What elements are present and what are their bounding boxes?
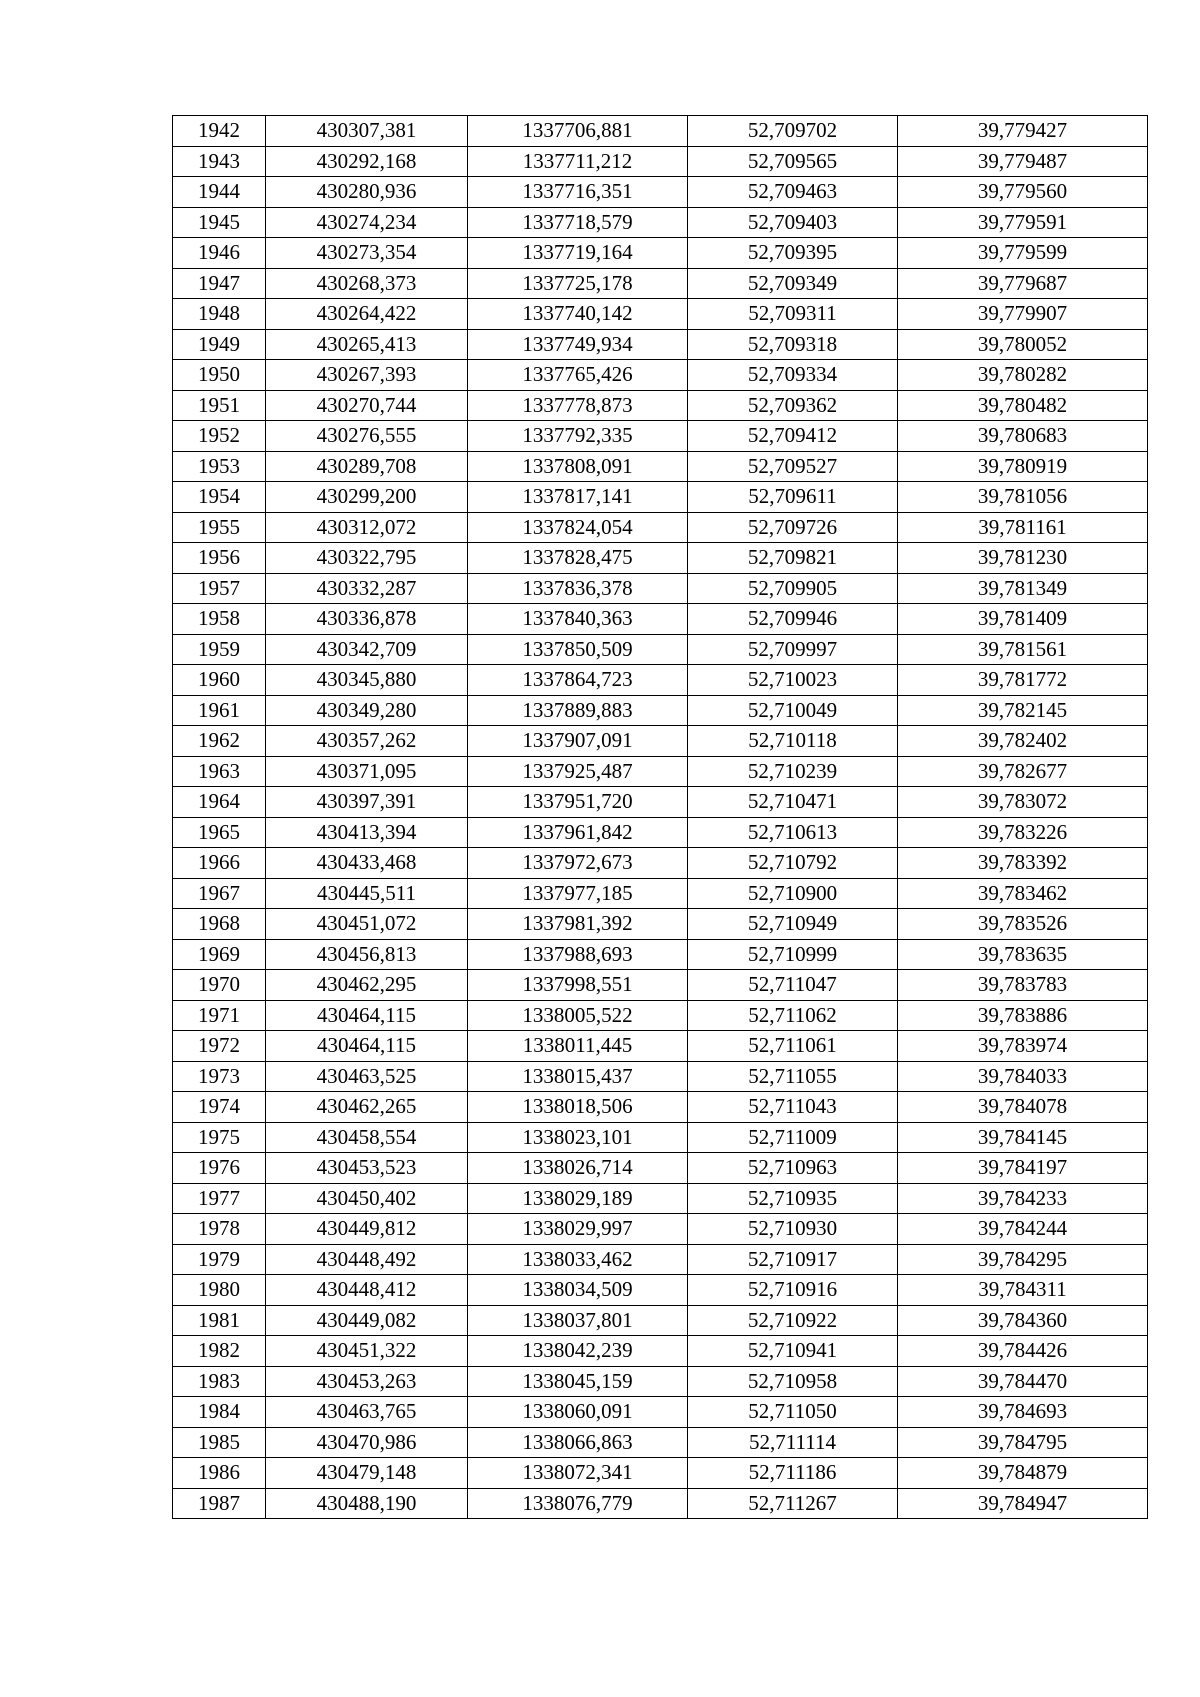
x-coordinate-cell: 430448,412 xyxy=(266,1275,468,1306)
longitude-cell: 39,783635 xyxy=(898,939,1148,970)
longitude-cell: 39,779599 xyxy=(898,238,1148,269)
x-coordinate-cell: 430413,394 xyxy=(266,817,468,848)
x-coordinate-cell: 430450,402 xyxy=(266,1183,468,1214)
x-coordinate-cell: 430332,287 xyxy=(266,573,468,604)
point-number-cell: 1981 xyxy=(173,1305,266,1336)
longitude-cell: 39,782402 xyxy=(898,726,1148,757)
table-row xyxy=(173,268,1148,299)
longitude-cell: 39,784947 xyxy=(898,1488,1148,1519)
y-coordinate-cell: 1337850,509 xyxy=(468,634,688,665)
longitude-cell: 39,783974 xyxy=(898,1031,1148,1062)
y-coordinate-cell: 1337998,551 xyxy=(468,970,688,1001)
longitude-cell: 39,783783 xyxy=(898,970,1148,1001)
table-row xyxy=(173,1366,1148,1397)
table-row xyxy=(173,726,1148,757)
latitude-cell: 52,710049 xyxy=(688,695,898,726)
longitude-cell: 39,781230 xyxy=(898,543,1148,574)
latitude-cell: 52,709997 xyxy=(688,634,898,665)
table-row xyxy=(173,573,1148,604)
x-coordinate-cell: 430268,373 xyxy=(266,268,468,299)
latitude-cell: 52,709463 xyxy=(688,177,898,208)
point-number-cell: 1955 xyxy=(173,512,266,543)
y-coordinate-cell: 1338033,462 xyxy=(468,1244,688,1275)
point-number-cell: 1942 xyxy=(173,116,266,147)
latitude-cell: 52,710917 xyxy=(688,1244,898,1275)
y-coordinate-cell: 1338045,159 xyxy=(468,1366,688,1397)
x-coordinate-cell: 430357,262 xyxy=(266,726,468,757)
x-coordinate-cell: 430322,795 xyxy=(266,543,468,574)
longitude-cell: 39,779687 xyxy=(898,268,1148,299)
point-number-cell: 1954 xyxy=(173,482,266,513)
x-coordinate-cell: 430336,878 xyxy=(266,604,468,635)
longitude-cell: 39,784426 xyxy=(898,1336,1148,1367)
latitude-cell: 52,711047 xyxy=(688,970,898,1001)
y-coordinate-cell: 1338023,101 xyxy=(468,1122,688,1153)
x-coordinate-cell: 430456,813 xyxy=(266,939,468,970)
y-coordinate-cell: 1338029,189 xyxy=(468,1183,688,1214)
longitude-cell: 39,781409 xyxy=(898,604,1148,635)
longitude-cell: 39,779907 xyxy=(898,299,1148,330)
table-row xyxy=(173,1214,1148,1245)
longitude-cell: 39,783072 xyxy=(898,787,1148,818)
y-coordinate-cell: 1338005,522 xyxy=(468,1000,688,1031)
longitude-cell: 39,780052 xyxy=(898,329,1148,360)
latitude-cell: 52,709726 xyxy=(688,512,898,543)
longitude-cell: 39,783392 xyxy=(898,848,1148,879)
table-row xyxy=(173,329,1148,360)
x-coordinate-cell: 430312,072 xyxy=(266,512,468,543)
longitude-cell: 39,784795 xyxy=(898,1427,1148,1458)
table-row xyxy=(173,634,1148,665)
x-coordinate-cell: 430371,095 xyxy=(266,756,468,787)
x-coordinate-cell: 430463,525 xyxy=(266,1061,468,1092)
point-number-cell: 1980 xyxy=(173,1275,266,1306)
x-coordinate-cell: 430345,880 xyxy=(266,665,468,696)
longitude-cell: 39,781561 xyxy=(898,634,1148,665)
y-coordinate-cell: 1337961,842 xyxy=(468,817,688,848)
latitude-cell: 52,711114 xyxy=(688,1427,898,1458)
longitude-cell: 39,783462 xyxy=(898,878,1148,909)
latitude-cell: 52,710792 xyxy=(688,848,898,879)
x-coordinate-cell: 430462,295 xyxy=(266,970,468,1001)
table-row xyxy=(173,939,1148,970)
x-coordinate-cell: 430464,115 xyxy=(266,1031,468,1062)
table-row xyxy=(173,1305,1148,1336)
point-number-cell: 1973 xyxy=(173,1061,266,1092)
point-number-cell: 1946 xyxy=(173,238,266,269)
longitude-cell: 39,779591 xyxy=(898,207,1148,238)
point-number-cell: 1953 xyxy=(173,451,266,482)
y-coordinate-cell: 1337972,673 xyxy=(468,848,688,879)
y-coordinate-cell: 1338042,239 xyxy=(468,1336,688,1367)
point-number-cell: 1944 xyxy=(173,177,266,208)
point-number-cell: 1959 xyxy=(173,634,266,665)
longitude-cell: 39,779487 xyxy=(898,146,1148,177)
point-number-cell: 1979 xyxy=(173,1244,266,1275)
x-coordinate-cell: 430273,354 xyxy=(266,238,468,269)
table-row xyxy=(173,1092,1148,1123)
longitude-cell: 39,781349 xyxy=(898,573,1148,604)
x-coordinate-cell: 430264,422 xyxy=(266,299,468,330)
point-number-cell: 1985 xyxy=(173,1427,266,1458)
latitude-cell: 52,709334 xyxy=(688,360,898,391)
latitude-cell: 52,710963 xyxy=(688,1153,898,1184)
table-row xyxy=(173,848,1148,879)
table-row xyxy=(173,1458,1148,1489)
y-coordinate-cell: 1338066,863 xyxy=(468,1427,688,1458)
table-row xyxy=(173,1427,1148,1458)
longitude-cell: 39,780482 xyxy=(898,390,1148,421)
latitude-cell: 52,709403 xyxy=(688,207,898,238)
y-coordinate-cell: 1338015,437 xyxy=(468,1061,688,1092)
table-row xyxy=(173,1336,1148,1367)
x-coordinate-cell: 430267,393 xyxy=(266,360,468,391)
y-coordinate-cell: 1337828,475 xyxy=(468,543,688,574)
y-coordinate-cell: 1337719,164 xyxy=(468,238,688,269)
point-number-cell: 1977 xyxy=(173,1183,266,1214)
latitude-cell: 52,709527 xyxy=(688,451,898,482)
latitude-cell: 52,711050 xyxy=(688,1397,898,1428)
point-number-cell: 1960 xyxy=(173,665,266,696)
y-coordinate-cell: 1337981,392 xyxy=(468,909,688,940)
latitude-cell: 52,710613 xyxy=(688,817,898,848)
table-row xyxy=(173,695,1148,726)
longitude-cell: 39,782677 xyxy=(898,756,1148,787)
table-row xyxy=(173,238,1148,269)
longitude-cell: 39,784470 xyxy=(898,1366,1148,1397)
x-coordinate-cell: 430445,511 xyxy=(266,878,468,909)
x-coordinate-cell: 430342,709 xyxy=(266,634,468,665)
x-coordinate-cell: 430299,200 xyxy=(266,482,468,513)
table-row xyxy=(173,512,1148,543)
y-coordinate-cell: 1337718,579 xyxy=(468,207,688,238)
y-coordinate-cell: 1337765,426 xyxy=(468,360,688,391)
latitude-cell: 52,710239 xyxy=(688,756,898,787)
point-number-cell: 1970 xyxy=(173,970,266,1001)
longitude-cell: 39,784693 xyxy=(898,1397,1148,1428)
x-coordinate-cell: 430274,234 xyxy=(266,207,468,238)
latitude-cell: 52,710118 xyxy=(688,726,898,757)
table-row xyxy=(173,451,1148,482)
latitude-cell: 52,711061 xyxy=(688,1031,898,1062)
latitude-cell: 52,711267 xyxy=(688,1488,898,1519)
longitude-cell: 39,784311 xyxy=(898,1275,1148,1306)
point-number-cell: 1943 xyxy=(173,146,266,177)
x-coordinate-cell: 430453,263 xyxy=(266,1366,468,1397)
x-coordinate-cell: 430307,381 xyxy=(266,116,468,147)
y-coordinate-cell: 1337840,363 xyxy=(468,604,688,635)
y-coordinate-cell: 1337706,881 xyxy=(468,116,688,147)
latitude-cell: 52,710900 xyxy=(688,878,898,909)
y-coordinate-cell: 1337951,720 xyxy=(468,787,688,818)
table-row xyxy=(173,177,1148,208)
longitude-cell: 39,782145 xyxy=(898,695,1148,726)
y-coordinate-cell: 1337824,054 xyxy=(468,512,688,543)
table-row xyxy=(173,1275,1148,1306)
y-coordinate-cell: 1338018,506 xyxy=(468,1092,688,1123)
x-coordinate-cell: 430463,765 xyxy=(266,1397,468,1428)
point-number-cell: 1984 xyxy=(173,1397,266,1428)
x-coordinate-cell: 430449,082 xyxy=(266,1305,468,1336)
latitude-cell: 52,709905 xyxy=(688,573,898,604)
latitude-cell: 52,711062 xyxy=(688,1000,898,1031)
latitude-cell: 52,709311 xyxy=(688,299,898,330)
y-coordinate-cell: 1338029,997 xyxy=(468,1214,688,1245)
table-row xyxy=(173,116,1148,147)
table-row xyxy=(173,543,1148,574)
latitude-cell: 52,711043 xyxy=(688,1092,898,1123)
point-number-cell: 1956 xyxy=(173,543,266,574)
longitude-cell: 39,783226 xyxy=(898,817,1148,848)
table-row xyxy=(173,756,1148,787)
y-coordinate-cell: 1337977,185 xyxy=(468,878,688,909)
point-number-cell: 1969 xyxy=(173,939,266,970)
latitude-cell: 52,710471 xyxy=(688,787,898,818)
x-coordinate-cell: 430292,168 xyxy=(266,146,468,177)
x-coordinate-cell: 430479,148 xyxy=(266,1458,468,1489)
latitude-cell: 52,711055 xyxy=(688,1061,898,1092)
latitude-cell: 52,709702 xyxy=(688,116,898,147)
table-row xyxy=(173,421,1148,452)
point-number-cell: 1957 xyxy=(173,573,266,604)
latitude-cell: 52,710958 xyxy=(688,1366,898,1397)
point-number-cell: 1962 xyxy=(173,726,266,757)
point-number-cell: 1987 xyxy=(173,1488,266,1519)
table-row xyxy=(173,390,1148,421)
latitude-cell: 52,710949 xyxy=(688,909,898,940)
x-coordinate-cell: 430280,936 xyxy=(266,177,468,208)
latitude-cell: 52,709362 xyxy=(688,390,898,421)
longitude-cell: 39,784360 xyxy=(898,1305,1148,1336)
y-coordinate-cell: 1337792,335 xyxy=(468,421,688,452)
point-number-cell: 1951 xyxy=(173,390,266,421)
table-row xyxy=(173,1397,1148,1428)
latitude-cell: 52,709318 xyxy=(688,329,898,360)
longitude-cell: 39,779427 xyxy=(898,116,1148,147)
point-number-cell: 1947 xyxy=(173,268,266,299)
point-number-cell: 1972 xyxy=(173,1031,266,1062)
longitude-cell: 39,784244 xyxy=(898,1214,1148,1245)
table-row xyxy=(173,1031,1148,1062)
table-row xyxy=(173,482,1148,513)
table-row xyxy=(173,970,1148,1001)
latitude-cell: 52,709412 xyxy=(688,421,898,452)
coordinates-table xyxy=(172,115,1148,1519)
latitude-cell: 52,710023 xyxy=(688,665,898,696)
longitude-cell: 39,780282 xyxy=(898,360,1148,391)
latitude-cell: 52,710999 xyxy=(688,939,898,970)
y-coordinate-cell: 1337725,178 xyxy=(468,268,688,299)
x-coordinate-cell: 430270,744 xyxy=(266,390,468,421)
point-number-cell: 1963 xyxy=(173,756,266,787)
x-coordinate-cell: 430462,265 xyxy=(266,1092,468,1123)
latitude-cell: 52,710941 xyxy=(688,1336,898,1367)
point-number-cell: 1950 xyxy=(173,360,266,391)
latitude-cell: 52,709946 xyxy=(688,604,898,635)
table-row xyxy=(173,1153,1148,1184)
x-coordinate-cell: 430349,280 xyxy=(266,695,468,726)
x-coordinate-cell: 430451,072 xyxy=(266,909,468,940)
coordinates-table-body xyxy=(173,116,1148,1519)
longitude-cell: 39,780683 xyxy=(898,421,1148,452)
table-row xyxy=(173,817,1148,848)
latitude-cell: 52,709349 xyxy=(688,268,898,299)
x-coordinate-cell: 430289,708 xyxy=(266,451,468,482)
point-number-cell: 1966 xyxy=(173,848,266,879)
longitude-cell: 39,783526 xyxy=(898,909,1148,940)
longitude-cell: 39,781161 xyxy=(898,512,1148,543)
longitude-cell: 39,781772 xyxy=(898,665,1148,696)
x-coordinate-cell: 430453,523 xyxy=(266,1153,468,1184)
point-number-cell: 1971 xyxy=(173,1000,266,1031)
point-number-cell: 1958 xyxy=(173,604,266,635)
latitude-cell: 52,711009 xyxy=(688,1122,898,1153)
y-coordinate-cell: 1338034,509 xyxy=(468,1275,688,1306)
point-number-cell: 1982 xyxy=(173,1336,266,1367)
table-row xyxy=(173,146,1148,177)
longitude-cell: 39,784145 xyxy=(898,1122,1148,1153)
y-coordinate-cell: 1338037,801 xyxy=(468,1305,688,1336)
x-coordinate-cell: 430451,322 xyxy=(266,1336,468,1367)
y-coordinate-cell: 1337817,141 xyxy=(468,482,688,513)
point-number-cell: 1986 xyxy=(173,1458,266,1489)
table-row xyxy=(173,665,1148,696)
table-row xyxy=(173,787,1148,818)
latitude-cell: 52,709395 xyxy=(688,238,898,269)
latitude-cell: 52,710935 xyxy=(688,1183,898,1214)
x-coordinate-cell: 430464,115 xyxy=(266,1000,468,1031)
x-coordinate-cell: 430448,492 xyxy=(266,1244,468,1275)
y-coordinate-cell: 1338060,091 xyxy=(468,1397,688,1428)
point-number-cell: 1964 xyxy=(173,787,266,818)
y-coordinate-cell: 1337716,351 xyxy=(468,177,688,208)
y-coordinate-cell: 1338026,714 xyxy=(468,1153,688,1184)
x-coordinate-cell: 430449,812 xyxy=(266,1214,468,1245)
latitude-cell: 52,709565 xyxy=(688,146,898,177)
y-coordinate-cell: 1338011,445 xyxy=(468,1031,688,1062)
point-number-cell: 1961 xyxy=(173,695,266,726)
y-coordinate-cell: 1338076,779 xyxy=(468,1488,688,1519)
longitude-cell: 39,779560 xyxy=(898,177,1148,208)
longitude-cell: 39,780919 xyxy=(898,451,1148,482)
x-coordinate-cell: 430397,391 xyxy=(266,787,468,818)
x-coordinate-cell: 430470,986 xyxy=(266,1427,468,1458)
point-number-cell: 1978 xyxy=(173,1214,266,1245)
latitude-cell: 52,709821 xyxy=(688,543,898,574)
y-coordinate-cell: 1337889,883 xyxy=(468,695,688,726)
table-row xyxy=(173,299,1148,330)
point-number-cell: 1974 xyxy=(173,1092,266,1123)
table-row xyxy=(173,1122,1148,1153)
y-coordinate-cell: 1337836,378 xyxy=(468,573,688,604)
y-coordinate-cell: 1337778,873 xyxy=(468,390,688,421)
point-number-cell: 1976 xyxy=(173,1153,266,1184)
table-row xyxy=(173,878,1148,909)
y-coordinate-cell: 1337864,723 xyxy=(468,665,688,696)
point-number-cell: 1965 xyxy=(173,817,266,848)
x-coordinate-cell: 430458,554 xyxy=(266,1122,468,1153)
point-number-cell: 1945 xyxy=(173,207,266,238)
x-coordinate-cell: 430265,413 xyxy=(266,329,468,360)
y-coordinate-cell: 1337988,693 xyxy=(468,939,688,970)
point-number-cell: 1968 xyxy=(173,909,266,940)
x-coordinate-cell: 430433,468 xyxy=(266,848,468,879)
y-coordinate-cell: 1337907,091 xyxy=(468,726,688,757)
longitude-cell: 39,784078 xyxy=(898,1092,1148,1123)
table-row xyxy=(173,207,1148,238)
table-row xyxy=(173,909,1148,940)
y-coordinate-cell: 1337925,487 xyxy=(468,756,688,787)
latitude-cell: 52,710916 xyxy=(688,1275,898,1306)
latitude-cell: 52,709611 xyxy=(688,482,898,513)
table-row xyxy=(173,1244,1148,1275)
point-number-cell: 1983 xyxy=(173,1366,266,1397)
table-row xyxy=(173,1061,1148,1092)
longitude-cell: 39,784033 xyxy=(898,1061,1148,1092)
point-number-cell: 1975 xyxy=(173,1122,266,1153)
x-coordinate-cell: 430276,555 xyxy=(266,421,468,452)
point-number-cell: 1952 xyxy=(173,421,266,452)
longitude-cell: 39,783886 xyxy=(898,1000,1148,1031)
y-coordinate-cell: 1337749,934 xyxy=(468,329,688,360)
longitude-cell: 39,784295 xyxy=(898,1244,1148,1275)
latitude-cell: 52,711186 xyxy=(688,1458,898,1489)
point-number-cell: 1967 xyxy=(173,878,266,909)
point-number-cell: 1948 xyxy=(173,299,266,330)
y-coordinate-cell: 1337808,091 xyxy=(468,451,688,482)
longitude-cell: 39,784233 xyxy=(898,1183,1148,1214)
table-row xyxy=(173,360,1148,391)
table-row xyxy=(173,1488,1148,1519)
y-coordinate-cell: 1337740,142 xyxy=(468,299,688,330)
longitude-cell: 39,784197 xyxy=(898,1153,1148,1184)
longitude-cell: 39,781056 xyxy=(898,482,1148,513)
latitude-cell: 52,710930 xyxy=(688,1214,898,1245)
table-row xyxy=(173,1183,1148,1214)
longitude-cell: 39,784879 xyxy=(898,1458,1148,1489)
y-coordinate-cell: 1338072,341 xyxy=(468,1458,688,1489)
table-row xyxy=(173,1000,1148,1031)
x-coordinate-cell: 430488,190 xyxy=(266,1488,468,1519)
latitude-cell: 52,710922 xyxy=(688,1305,898,1336)
table-row xyxy=(173,604,1148,635)
point-number-cell: 1949 xyxy=(173,329,266,360)
y-coordinate-cell: 1337711,212 xyxy=(468,146,688,177)
